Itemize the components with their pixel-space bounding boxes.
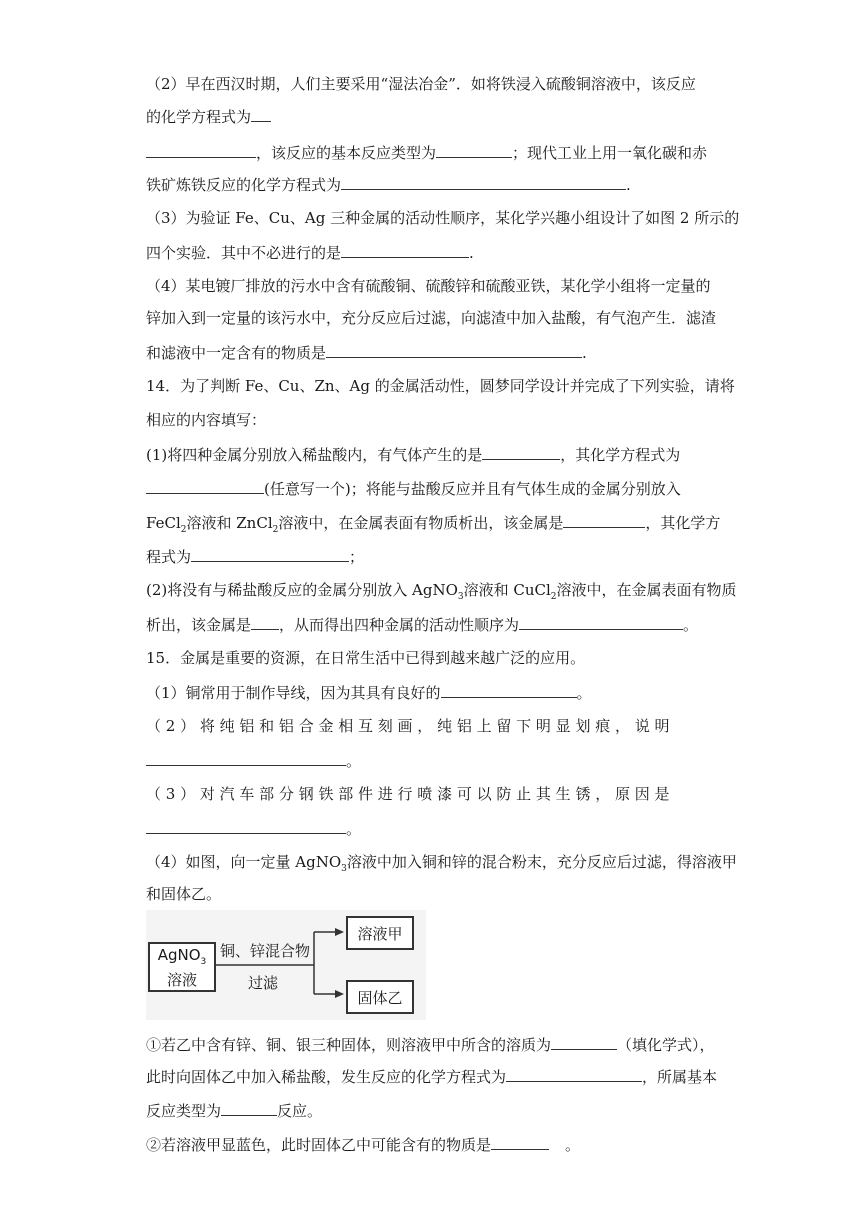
text: 14．为了判断 Fe、Cu、Zn、Ag 的金属活动性，圆梦同学设计并完成了下列实验，请将 xyxy=(146,377,735,395)
text: 程式为 xyxy=(146,548,192,566)
q14-line1 xyxy=(146,376,735,396)
text: 此时向固体乙中加入稀盐酸，发生反应的化学方程式为 xyxy=(146,1068,507,1086)
text: . xyxy=(582,344,587,362)
q13-p4-line3 xyxy=(146,342,587,363)
q15-line10 xyxy=(146,1066,717,1087)
text: （4）如图，向一定量 AgNO xyxy=(146,853,342,871)
text: 析出，该金属是 xyxy=(146,616,252,634)
q15-line2 xyxy=(146,682,592,703)
q15-line9 xyxy=(146,1034,715,1055)
q14-line7 xyxy=(146,580,737,607)
box-label: AgNO$_3$ xyxy=(157,945,207,967)
answer-blank[interactable] xyxy=(563,512,645,528)
text: 溶液中，在金属表面有物质析出，该金属是 xyxy=(278,514,564,532)
text: ①若乙中含有锌、铜、银三种固体，则溶液甲中所含的溶质为 xyxy=(146,1036,552,1054)
text: 和固体乙。 xyxy=(146,885,222,903)
text: 四个实验．其中不必进行的是 xyxy=(146,244,342,262)
text: ，其化学方程式为 xyxy=(560,446,681,464)
answer-blank[interactable] xyxy=(251,106,271,122)
q14-line4 xyxy=(146,478,681,499)
solution-a-box: 溶液甲 xyxy=(346,916,414,950)
text: 的化学方程式为 xyxy=(146,108,252,126)
arrow-bottom-label: 过滤 xyxy=(248,974,279,992)
q13-p4-line2 xyxy=(146,308,716,328)
q15-line3 xyxy=(146,716,670,736)
text: 溶液中加入铜和锌的混合粉末，充分反应后过滤，得溶液甲 xyxy=(346,853,737,871)
text: 反应类型为 xyxy=(146,1102,222,1120)
subscript: 2 xyxy=(272,525,279,535)
text: 。 xyxy=(683,616,699,634)
text: （ 2 ） 将 纯 铝 和 铝 合 金 相 互 刻 画 ， 纯 铝 上 留 下 明 显 划 痕 ， 说 明 xyxy=(146,717,670,735)
solid-b-box: 固体乙 xyxy=(346,980,414,1014)
answer-blank[interactable] xyxy=(551,1034,617,1050)
answer-blank[interactable] xyxy=(146,818,346,834)
text: 相应的内容填写： xyxy=(146,411,267,429)
text: ②若溶液甲显蓝色，此时固体乙中可能含有的物质是 xyxy=(146,1136,492,1154)
text: 。 xyxy=(346,752,362,770)
answer-blank[interactable] xyxy=(506,1066,642,1082)
text: （1）铜常用于制作导线，因为其具有良好的 xyxy=(146,684,441,702)
text: 反应。 xyxy=(277,1102,323,1120)
text: 铁矿炼铁反应的化学方程式为 xyxy=(146,176,342,194)
q15-line7 xyxy=(146,852,737,879)
answer-blank[interactable] xyxy=(251,614,279,630)
text: . xyxy=(469,244,474,262)
q14-line3 xyxy=(146,444,680,465)
text: ，该反应的基本反应类型为 xyxy=(256,144,437,162)
text: 溶液和 ZnCl xyxy=(186,514,273,532)
q15-line6 xyxy=(146,818,361,839)
text: 。 xyxy=(576,684,592,702)
text: 。 xyxy=(565,1136,581,1154)
q14-line5 xyxy=(146,512,720,540)
text: (1)将四种金属分别放入稀盐酸内，有气体产生的是 xyxy=(146,446,483,464)
text: 15．金属是重要的资源，在日常生活中已得到越来越广泛的应用。 xyxy=(146,649,586,667)
answer-blank[interactable] xyxy=(491,1134,549,1150)
text: ，所属基本 xyxy=(642,1068,718,1086)
text: （4）某电镀厂排放的污水中含有硫酸铜、硫酸锌和硫酸亚铁，某化学小组将一定量的 xyxy=(146,277,711,295)
text: ；现代工业上用一氧化碳和赤 xyxy=(512,144,708,162)
q15-line1 xyxy=(146,648,585,668)
answer-blank[interactable] xyxy=(191,546,349,562)
answer-blank[interactable] xyxy=(341,242,469,258)
subscript: 3 xyxy=(457,592,464,602)
subscript: 2 xyxy=(550,592,557,602)
answer-blank[interactable] xyxy=(519,614,683,630)
text: （ 3 ） 对 汽 车 部 分 钢 铁 部 件 进 行 喷 漆 可 以 防 止 其 生 锈 ， 原 因 是 xyxy=(146,785,670,803)
answer-blank[interactable] xyxy=(441,682,577,698)
q15-line11 xyxy=(146,1100,322,1121)
q13-p2-line1 xyxy=(146,74,696,94)
q13-p2-line4 xyxy=(146,174,631,195)
text: （填化学式）， xyxy=(617,1036,715,1054)
q13-p3-line1 xyxy=(146,208,739,228)
text: 。 xyxy=(346,820,362,838)
text: (任意写一个)；将能与盐酸反应并且有气体生成的金属分别放入 xyxy=(264,480,681,498)
text: FeCl xyxy=(146,514,181,532)
subscript: 3 xyxy=(341,864,347,874)
answer-blank[interactable] xyxy=(482,444,560,460)
text: ，其化学方 xyxy=(645,514,721,532)
text: . xyxy=(626,176,631,194)
text: 锌加入到一定量的该污水中，充分反应后过滤，向滤渣中加入盐酸，有气泡产生．滤渣 xyxy=(146,309,717,327)
answer-blank[interactable] xyxy=(341,174,626,190)
text: （3）为验证 Fe、Cu、Ag 三种金属的活动性顺序，某化学兴趣小组设计了如图 2 所示的 xyxy=(146,209,740,227)
answer-blank[interactable] xyxy=(436,142,512,158)
answer-blank[interactable] xyxy=(146,478,264,494)
q15-line5 xyxy=(146,784,670,804)
q15-line12 xyxy=(146,1134,580,1155)
answer-blank[interactable] xyxy=(146,750,346,766)
q14-line6 xyxy=(146,546,364,567)
q14-line2 xyxy=(146,410,266,430)
text: （2）早在西汉时期，人们主要采用“湿法冶金”．如将铁浸入硫酸铜溶液中，该反应 xyxy=(146,75,696,93)
box-label: 溶液 xyxy=(166,970,197,989)
text: 溶液中，在金属表面有物质 xyxy=(556,581,737,599)
text: 和滤液中一定含有的物质是 xyxy=(146,344,327,362)
text: 溶液和 CuCl xyxy=(463,581,551,599)
q14-line8 xyxy=(146,614,698,635)
q13-p4-line1 xyxy=(146,276,711,296)
q13-p2-line2 xyxy=(146,106,271,127)
answer-blank[interactable] xyxy=(221,1100,277,1116)
text: ，从而得出四种金属的活动性顺序为 xyxy=(279,616,520,634)
q13-p2-line3 xyxy=(146,142,707,163)
q13-p3-line2 xyxy=(146,242,474,263)
text: ； xyxy=(349,548,365,566)
text: (2)将没有与稀盐酸反应的金属分别放入 AgNO xyxy=(146,581,458,599)
answer-blank[interactable] xyxy=(146,142,256,158)
q15-line4 xyxy=(146,750,361,771)
q15-line8 xyxy=(146,884,221,904)
arrow-top-label: 铜、锌混合物 xyxy=(220,942,311,960)
reaction-diagram xyxy=(146,910,426,1020)
subscript: 2 xyxy=(180,525,187,535)
answer-blank[interactable] xyxy=(326,342,582,358)
